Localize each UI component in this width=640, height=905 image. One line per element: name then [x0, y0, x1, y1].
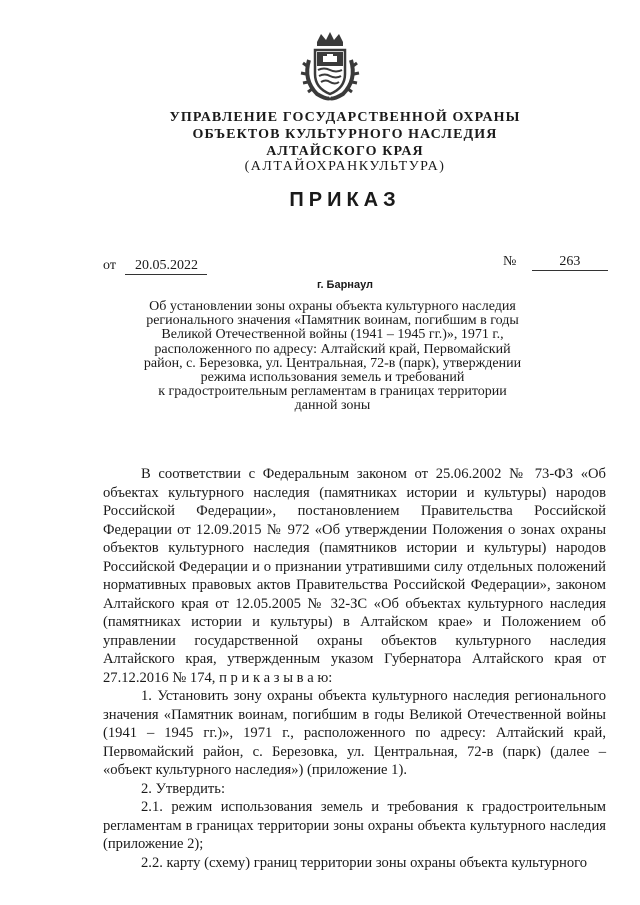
order-subject [120, 300, 545, 414]
clause-2-1: 2.1. режим использования земель и требования к градостроительным регламентам в границах территории зоны охраны объекта культурного наследия (приложение 2); [103, 799, 606, 852]
order-date-row [103, 258, 207, 275]
subject-line: Великой Отечественной войны (1941 – 1945 гг.)», 1971 г., [161, 327, 504, 343]
preamble-paragraph: В соответствии с Федеральным законом от 25.06.2002 № 73-ФЗ «Об объектах культурного наследия (памятниках истории и культуры) народов Российской Федерации», постановлением Правительства Российской Федерации от 12.09.2015 № 972 «Об утверждении Положения о зонах охраны объектов культурного наследия (памятников истории и культуры) народов Российской Федерации и о признании утратившими силу отдельных положений нормативных правовых актов Правительства Российской Федерации», законом Алтайского края от 12.05.2005 № 32-ЗС «Об объектах культурного наследия (памятниках истории и культуры) в Алтайском крае» и Положением об управлении государственной охраны объектов культурного наследия Алтайского края, утвержденным указом Губернатора Алтайского края от 27.12.2016 № 174, п р и к а з ы в а ю: [103, 466, 606, 686]
subject-line: данной зоны [294, 398, 371, 414]
city-name: г. Барнаул [316, 279, 374, 291]
coat-of-arms-icon [297, 30, 363, 104]
org-name-line-3: АЛТАЙСКОГО КРАЯ [266, 144, 424, 159]
org-name-line-2: ОБЪЕКТОВ КУЛЬТУРНОГО НАСЛЕДИЯ [192, 127, 498, 142]
subject-line: район, с. Березовка, ул. Центральная, 72-в (парк), утверждении [143, 355, 522, 371]
org-name-line-1: УПРАВЛЕНИЕ ГОСУДАРСТВЕННОЙ ОХРАНЫ [169, 110, 521, 125]
clause-2-2: 2.2. карту (схему) границ территории зоны охраны объекта культурного [141, 854, 588, 871]
order-date: 20.05.2022 [125, 258, 207, 275]
order-number-row [503, 254, 608, 271]
date-prefix: от [103, 258, 116, 273]
number-prefix: № [503, 254, 517, 269]
clause-1: 1. Установить зону охраны объекта культурного наследия регионального значения «Памятник воинам, погибшим в годы Великой Отечественной войны (1941 – 1945 гг.)», 1971 г., расположенного по адресу: Алтайский край, Первомайский район, с. Березовка, ул. Центральная, 72-в (парк) (далее – «объект культурного наследия») (приложение 1). [103, 688, 606, 778]
subject-line: к градостроительным регламентам в границах территории [158, 384, 507, 400]
order-number: 263 [532, 254, 608, 271]
subject-line: расположенного по адресу: Алтайский край, Первомайский [154, 341, 511, 357]
subject-line: режима использования земель и требований [200, 370, 465, 386]
subject-line: Об установлении зоны охраны объекта культурного наследия [149, 299, 516, 314]
order-body [103, 465, 606, 872]
document-type-title: ПРИКАЗ [289, 189, 401, 211]
org-short-name: (АЛТАЙОХРАНКУЛЬТУРА) [244, 159, 446, 174]
subject-line: регионального значения «Памятник воинам, погибшим в годы [146, 313, 519, 329]
clause-2: 2. Утвердить: [141, 780, 226, 797]
